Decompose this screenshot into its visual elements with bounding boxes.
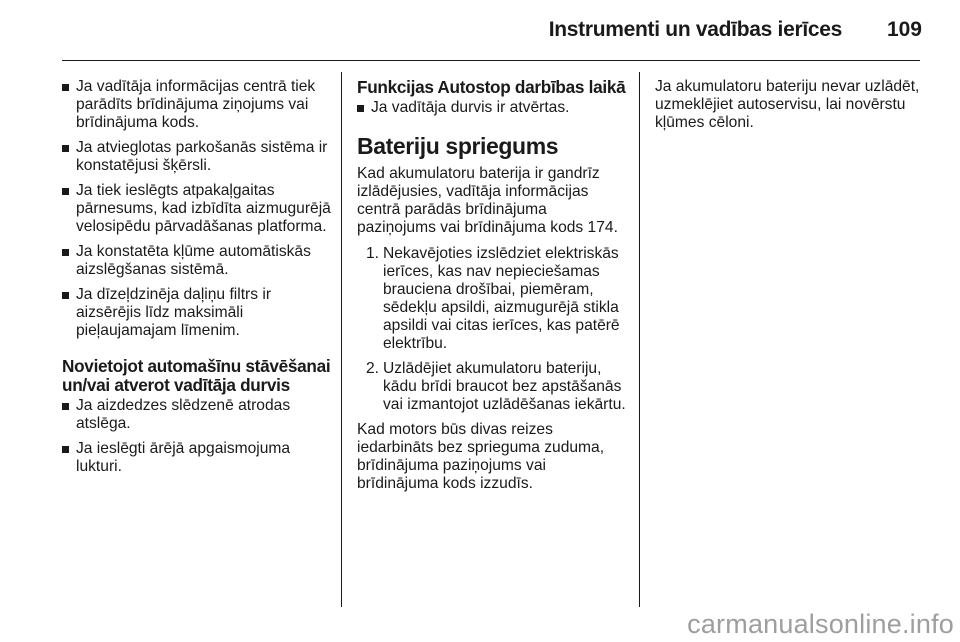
square-bullet-icon	[357, 105, 364, 112]
list-item	[62, 440, 332, 476]
bullet-list-bottom	[62, 397, 332, 476]
subheading-autostop: Funkcijas Autostop darbības laikā	[357, 77, 626, 97]
list-item	[62, 139, 332, 175]
list-item-text: Ja tiek ieslēgts atpakaļgaitas pārnesums, kad izbīdīta aizmugurējā velosipēdu pārvadāšanas platforma.	[76, 182, 331, 235]
list-item-text: Ja vadītāja durvis ir atvērtas.	[371, 99, 570, 116]
bullet-list-autostop	[357, 99, 629, 117]
square-bullet-icon	[62, 292, 69, 299]
column-divider-1	[341, 72, 342, 607]
page-title: Instrumenti un vadības ierīces	[548, 18, 842, 41]
step-number: 2.	[366, 360, 380, 377]
square-bullet-icon	[62, 249, 69, 256]
service-paragraph: Ja akumulatoru bateriju nevar uzlādēt, uzmeklējiet autoservisu, lai novērstu kļūmes cēloni.	[655, 78, 920, 131]
square-bullet-icon	[62, 403, 69, 410]
list-item	[357, 99, 629, 117]
step-number: 1.	[366, 245, 380, 262]
list-item-text: Ja atvieglotas parkošanās sistēma ir konstatējusi šķērsli.	[76, 139, 328, 174]
header-rule	[62, 60, 920, 61]
column-divider-2	[639, 72, 640, 607]
battery-outro-paragraph: Kad motors būs divas reizes iedarbināts bez sprieguma zuduma, brīdinājuma paziņojums vai brīdinājuma kods izzudīs.	[357, 421, 605, 492]
column-1	[62, 78, 332, 483]
step-text: Uzlādējiet akumulatoru bateriju, kādu brīdi braucot bez apstāšanās vai izmantojot uzlādēšanas iekārtu.	[383, 360, 626, 413]
square-bullet-icon	[62, 188, 69, 195]
numbered-steps	[357, 245, 629, 414]
square-bullet-icon	[62, 446, 69, 453]
bullet-list-top	[62, 78, 332, 340]
numbered-step	[357, 360, 629, 414]
list-item	[62, 286, 332, 340]
subheading-parking: Novietojot automašīnu stāvēšanai un/vai atverot vadītāja durvis	[62, 356, 331, 395]
column-3	[655, 78, 925, 140]
list-item-text: Ja vadītāja informācijas centrā tiek parādīts brīdinājuma ziņojums vai brīdinājuma kods.	[76, 78, 316, 131]
list-item	[62, 397, 332, 433]
list-item	[62, 78, 332, 132]
list-item-text: Ja dīzeļdzinēja daļiņu filtrs ir aizsērējis līdz maksimāli pieļaujamajam līmenim.	[76, 286, 272, 339]
page-header	[0, 0, 960, 64]
square-bullet-icon	[62, 84, 69, 91]
list-item-text: Ja aizdedzes slēdzenē atrodas atslēga.	[76, 397, 291, 432]
list-item-text: Ja konstatēta kļūme automātiskās aizslēgšanas sistēmā.	[76, 243, 311, 278]
watermark: carmanualsonline.info	[687, 609, 954, 639]
step-text: Nekavējoties izslēdziet elektriskās ierīces, kas nav nepieciešamas brauciena drošībai, piemēram, sēdekļu apsildi, aizmugurējā stikla apsildi vai citas ierīces, kas patērē elektrību.	[383, 245, 620, 352]
list-item-text: Ja ieslēgti ārējā apgaismojuma lukturi.	[76, 440, 291, 475]
numbered-step	[357, 245, 629, 353]
page-number: 109	[886, 18, 922, 41]
column-2	[357, 78, 629, 501]
square-bullet-icon	[62, 145, 69, 152]
section-heading-battery-voltage: Bateriju spriegums	[357, 133, 559, 159]
list-item	[62, 243, 332, 279]
list-item	[62, 182, 332, 236]
battery-intro-paragraph: Kad akumulatoru baterija ir gandrīz izlādējusies, vadītāja informācijas centrā parādās brīdinājuma paziņojums vai brīdinājuma kods 174.	[357, 165, 618, 236]
